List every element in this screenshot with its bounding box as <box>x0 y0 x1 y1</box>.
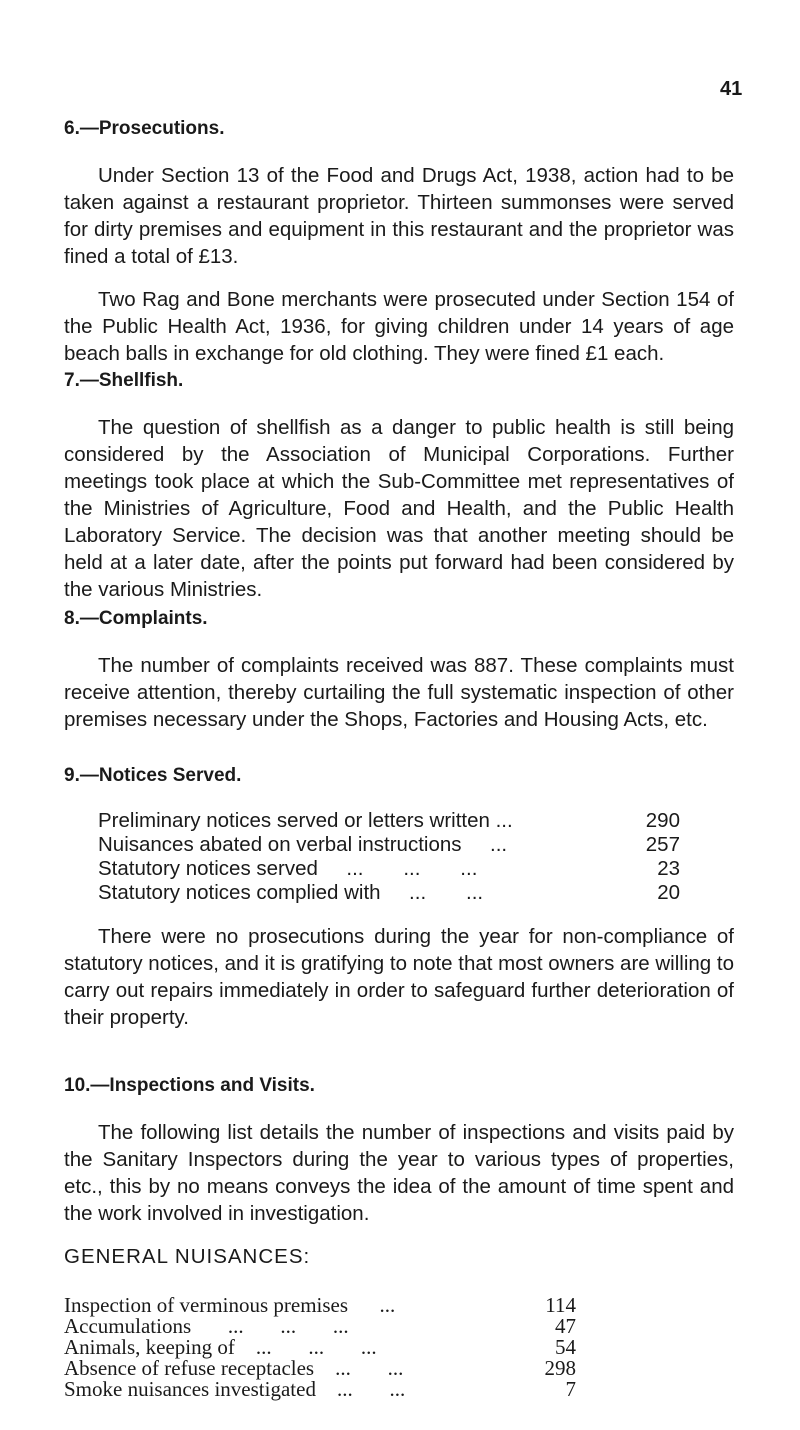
subheading: GENERAL NUISANCES: <box>64 1245 311 1268</box>
section-inspections-visits <box>64 1075 734 1400</box>
paragraph: Two Rag and Bone merchants were prosecuted under Section 154 of the Public Health Act, 1936, for giving children under 14 years of age beach balls in exchange for old clothing. They were fined £1 each. <box>64 288 734 365</box>
row-value: 20 <box>657 881 680 904</box>
general-nuisances-block <box>64 1245 734 1400</box>
row-value: 114 <box>545 1293 576 1317</box>
row-value: 290 <box>645 809 680 832</box>
section-heading: 7.—Shellfish. <box>64 370 184 391</box>
section-heading: 8.—Complaints. <box>64 608 208 629</box>
row-value: 257 <box>645 833 680 856</box>
row-value: 54 <box>555 1335 576 1359</box>
section-complaints <box>64 608 734 749</box>
section-prosecutions <box>64 118 734 383</box>
row-label: Absence of refuse receptacles ... ... <box>64 1356 404 1380</box>
section-heading: 9.—Notices Served. <box>64 765 242 786</box>
section-heading: 10.—Inspections and Visits. <box>64 1075 315 1096</box>
table-row <box>98 857 734 881</box>
row-label: Accumulations ... ... ... <box>64 1314 349 1338</box>
table-row <box>64 1316 734 1337</box>
table-row <box>64 1295 734 1316</box>
row-label: Smoke nuisances investigated ... ... <box>64 1377 406 1401</box>
table-row <box>64 1379 734 1400</box>
row-value: 23 <box>657 857 680 880</box>
paragraph: The question of shellfish as a danger to public health is still being considered by the Association of Municipal Corporations. Further meetings took place at which the Sub-Committee met representatives of the Ministries of Agriculture, Food and Health, and the Public Health Laboratory Service. The decision was that another meeting should be held at a later date, after the points put forward had been considered by the various Ministries. <box>64 416 734 601</box>
notices-table <box>98 809 734 905</box>
row-label: Inspection of verminous premises ... <box>64 1293 396 1317</box>
row-value: 7 <box>565 1377 576 1401</box>
section-shellfish <box>64 370 734 619</box>
section-heading: 6.—Prosecutions. <box>64 118 225 139</box>
paragraph: The following list details the number of inspections and visits paid by the Sanitary Inspectors during the year to various types of properties, etc., this by no means conveys the idea of the amount of time spent and the work involved in investigation. <box>64 1121 734 1225</box>
row-label: Statutory notices served ... ... ... <box>98 857 478 880</box>
page-number: 41 <box>720 78 743 100</box>
table-row <box>64 1337 734 1358</box>
row-value: 47 <box>555 1314 576 1338</box>
paragraph: The number of complaints received was 887. These complaints must receive attention, thereby curtailing the full systematic inspection of other premises necessary under the Shops, Factories and Housing Acts, etc. <box>64 654 734 731</box>
table-row <box>98 881 734 905</box>
table-row <box>98 833 734 857</box>
row-label: Preliminary notices served or letters written ... <box>98 809 513 832</box>
table-row <box>98 809 734 833</box>
paragraph: There were no prosecutions during the year for non-compliance of statutory notices, and it is gratifying to note that most owners are willing to carry out repairs immediately in order to safeguard further deterioration of their property. <box>64 925 734 1029</box>
section-notices-served <box>64 765 734 1047</box>
paragraph: Under Section 13 of the Food and Drugs Act, 1938, action had to be taken against a restaurant proprietor. Thirteen summonses were served for dirty premises and equipment in this restaurant and the proprietor was fined a total of £13. <box>64 164 734 268</box>
row-label: Nuisances abated on verbal instructions ... <box>98 833 508 856</box>
row-label: Statutory notices complied with ... ... <box>98 881 484 904</box>
row-label: Animals, keeping of ... ... ... <box>64 1335 377 1359</box>
row-value: 298 <box>544 1356 576 1380</box>
table-row <box>64 1358 734 1379</box>
nuisances-table <box>64 1295 734 1400</box>
